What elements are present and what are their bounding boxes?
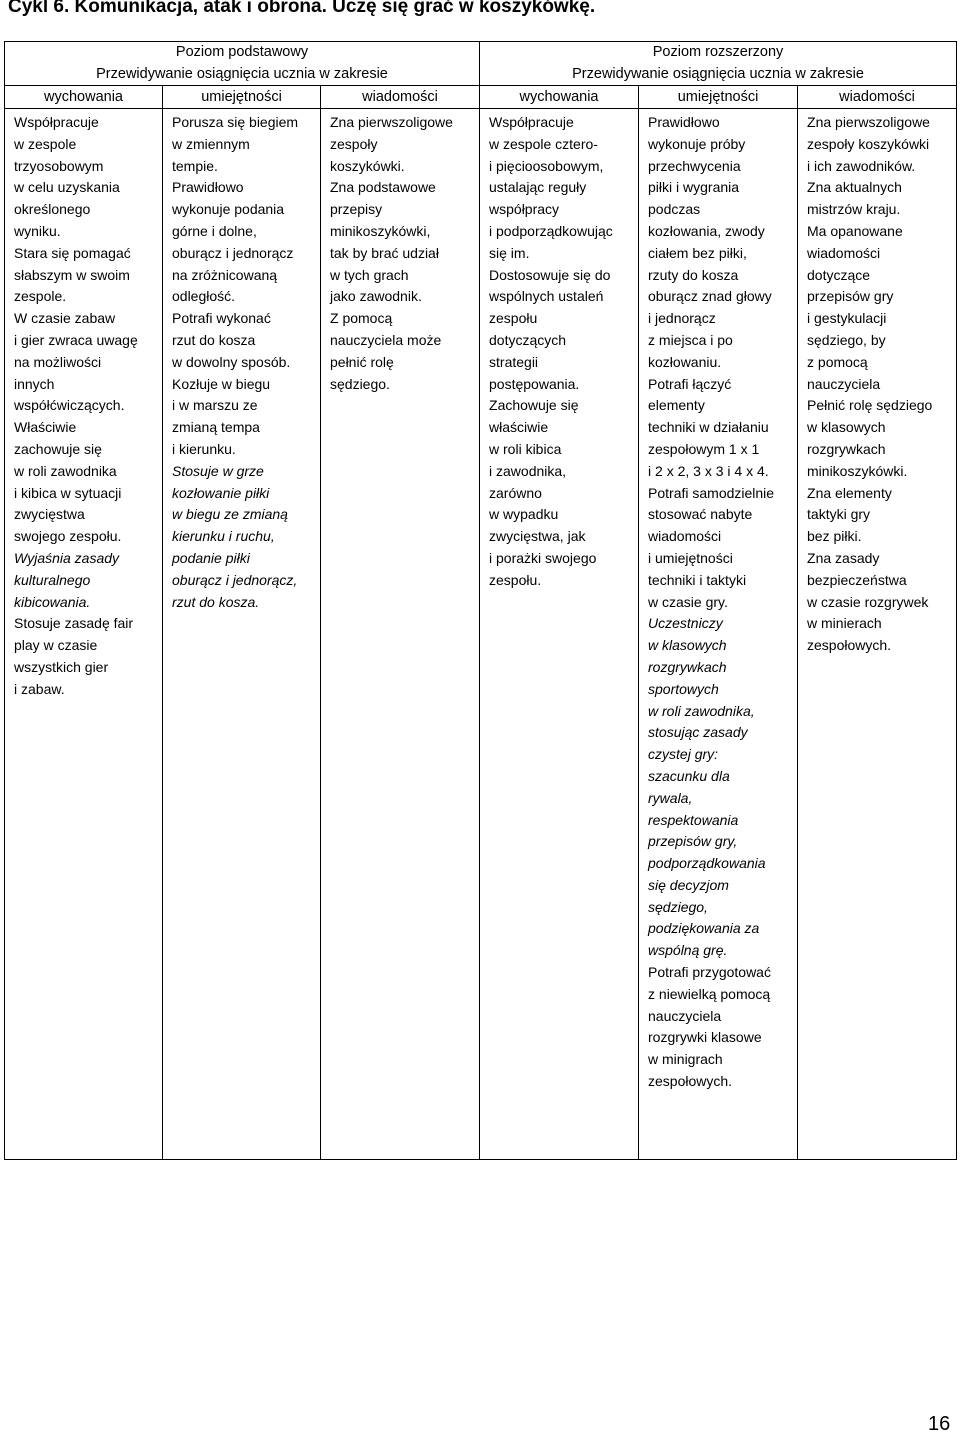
cell-text-line: w wypadku: [489, 506, 559, 523]
cell-text-line: ustalając reguły: [489, 179, 587, 196]
cell-text-line: Wyjaśnia zasady: [14, 549, 120, 566]
cell-text-line: w zespole: [14, 135, 77, 152]
cell-text-line: nauczyciela: [648, 1007, 722, 1024]
cell-text-line: podziękowania za: [648, 920, 760, 937]
extended-education-cell: [480, 109, 639, 1160]
cell-text-line: techniki w działaniu: [648, 419, 769, 436]
cell-text-line: górne i dolne,: [172, 222, 257, 239]
cell-text-line: strategii: [489, 353, 539, 370]
cell-text-line: sędziego,: [648, 898, 708, 915]
cell-text-line: techniki i taktyki: [648, 571, 747, 588]
cell-text-line: się decyzjom: [648, 876, 729, 893]
cell-text-line: współćwiczących.: [14, 397, 125, 414]
cell-text-line: sędziego, by: [807, 331, 886, 348]
cell-text-line: play w czasie: [14, 637, 98, 654]
cell-text-line: przepisów gry: [807, 288, 894, 305]
cell-text-line: kozłowaniu.: [648, 353, 722, 370]
cell-text-line: i w marszu ze: [172, 397, 258, 414]
cell-text-line: Stosuje zasadę fair: [14, 615, 134, 632]
cell-text-line: Kozłuje w biegu: [172, 375, 271, 392]
cell-text-line: Zachowuje się: [489, 397, 579, 414]
cell-text-line: rozgrywkach: [807, 440, 886, 457]
cell-text-line: sędziego.: [330, 375, 390, 392]
cell-text-line: Potrafi samodzielnie: [648, 484, 775, 501]
cell-text-line: stosując zasady: [648, 724, 748, 741]
cell-text-line: i pięcioosobowym,: [489, 157, 604, 174]
cell-text-line: kulturalnego: [14, 571, 91, 588]
cell-text-line: wyniku.: [14, 222, 61, 239]
cell-text-line: Pełnić rolę sędziego: [807, 397, 933, 414]
cell-text-line: kierunku i ruchu,: [172, 528, 275, 545]
cell-text-line: w czasie rozgrywek: [807, 593, 929, 610]
cell-text-line: zespole.: [14, 288, 67, 305]
cell-text-line: w roli zawodnika,: [648, 702, 755, 719]
cell-text-line: kibicowania.: [14, 593, 91, 610]
cell-text-line: w zespole cztero-: [489, 135, 598, 152]
cell-text-line: respektowania: [648, 811, 739, 828]
column-header: umiejętności: [639, 86, 798, 109]
cell-text-line: zespoły koszykówki: [807, 135, 930, 152]
cell-text-line: i kierunku.: [172, 440, 236, 457]
cell-text-line: jako zawodnik.: [330, 288, 422, 305]
cell-text-line: rzuty do kosza: [648, 266, 739, 283]
basic-skills-cell: [163, 109, 321, 1160]
cell-text-line: oburącz i jednorącz,: [172, 571, 298, 588]
cell-text-line: zespołu.: [489, 571, 542, 588]
cell-text-line: postępowania.: [489, 375, 580, 392]
cell-text-line: rzut do kosza.: [172, 593, 260, 610]
cell-text-line: współpracy: [489, 201, 560, 218]
cell-text-line: zespołowym 1 x 1: [648, 440, 760, 457]
cell-text-line: określonego: [14, 201, 91, 218]
cell-text-line: zarówno: [489, 484, 542, 501]
cell-text-line: się im.: [489, 244, 530, 261]
cell-text-line: przepisy: [330, 201, 383, 218]
cell-text-line: ciałem bez piłki,: [648, 244, 747, 261]
cell-text-line: wspólną grę.: [648, 942, 728, 959]
cell-text-line: odległość.: [172, 288, 236, 305]
extended-level-name: Poziom rozszerzony: [652, 44, 784, 60]
extended-knowledge-cell: [798, 109, 957, 1160]
cell-text-line: przepisów gry,: [648, 833, 738, 850]
cell-text-line: wykonuje podania: [172, 201, 285, 218]
cell-text-line: sportowych: [648, 680, 719, 697]
cell-text-line: Współpracuje: [14, 114, 99, 130]
column-header: wychowania: [480, 86, 639, 109]
cell-text-line: przechwycenia: [648, 157, 741, 174]
cell-text-line: i gier zwraca uwagę: [14, 331, 138, 348]
cell-text-line: i 2 x 2, 3 x 3 i 4 x 4.: [648, 462, 769, 479]
cell-text-line: i zawodnika,: [489, 462, 567, 479]
cell-text-line: wspólnych ustaleń: [489, 288, 604, 305]
cell-text-line: wiadomości: [648, 528, 722, 545]
cell-text-line: pełnić rolę: [330, 353, 394, 370]
cell-text-line: i porażki swojego: [489, 549, 597, 566]
cell-text-line: czystej gry:: [648, 746, 719, 763]
cell-text-line: Z pomocą: [330, 310, 393, 327]
cell-text-line: Prawidłowo: [172, 179, 244, 196]
cell-text-line: W czasie zabaw: [14, 310, 116, 327]
cell-text-line: z miejsca i po: [648, 331, 733, 348]
cell-text-line: Właściwie: [14, 419, 77, 436]
extended-skills-cell: [639, 109, 798, 1160]
cell-text-line: kozłowania, zwody: [648, 222, 765, 239]
cell-text-line: w biegu ze zmianą: [172, 506, 288, 523]
cell-text-line: w klasowych: [648, 637, 727, 654]
cell-text-line: zespołowych.: [807, 637, 892, 654]
cell-text-line: kozłowanie piłki: [172, 484, 270, 501]
cell-text-line: szacunku dla: [648, 767, 730, 784]
cell-text-line: podczas: [648, 201, 701, 218]
cell-text-line: w minigrach: [648, 1051, 723, 1068]
cell-text-line: minikoszykówki.: [807, 462, 908, 479]
cell-text-line: rozgrywki klasowe: [648, 1029, 762, 1046]
basic-level-name: Poziom podstawowy: [175, 44, 309, 60]
cell-text-line: Potrafi wykonać: [172, 310, 271, 327]
cell-text-line: w klasowych: [807, 419, 886, 436]
cell-text-line: Potrafi łączyć: [648, 375, 732, 392]
cell-text-line: rzut do kosza: [172, 331, 256, 348]
cell-text-line: i podporządkowując: [489, 222, 613, 239]
cell-text-line: słabszym w swoim: [14, 266, 130, 283]
cell-text-line: bezpieczeństwa: [807, 571, 907, 588]
cell-text-line: właściwie: [489, 419, 549, 436]
cell-text-line: dotyczących: [489, 331, 567, 348]
basic-knowledge-cell: [321, 109, 480, 1160]
cell-text-line: mistrzów kraju.: [807, 201, 901, 218]
cell-text-line: Ma opanowane: [807, 222, 903, 239]
cell-text-line: podporządkowania: [648, 855, 766, 872]
cell-text-line: piłki i wygrania: [648, 179, 740, 196]
cell-text-line: Współpracuje: [489, 114, 574, 130]
cell-text-line: Zna elementy: [807, 484, 892, 501]
cell-text-line: nauczyciela: [807, 375, 881, 392]
cell-text-line: i ich zawodników.: [807, 157, 916, 174]
cell-text-line: Dostosowuje się do: [489, 266, 611, 283]
cell-text-line: stosować nabyte: [648, 506, 753, 523]
cell-text-line: w czasie gry.: [648, 593, 728, 610]
cell-text-line: oburącz znad głowy: [648, 288, 772, 305]
level-header-row: [5, 42, 957, 86]
cell-text-line: Prawidłowo: [648, 114, 720, 130]
cell-text-line: wykonuje próby: [648, 135, 746, 152]
cell-text-line: Zna aktualnych: [807, 179, 902, 196]
cell-text-line: zmianą tempa: [172, 419, 260, 436]
cell-text-line: Potrafi przygotować: [648, 964, 771, 981]
column-header: umiejętności: [163, 86, 321, 109]
extended-level-header: [480, 42, 957, 86]
cell-text-line: i zabaw.: [14, 680, 65, 697]
cell-text-line: tempie.: [172, 157, 218, 174]
cell-text-line: zespoły: [330, 135, 378, 152]
cell-text-line: Porusza się biegiem: [172, 114, 299, 130]
cell-text-line: w minierach: [807, 615, 882, 632]
cell-text-line: elementy: [648, 397, 705, 414]
cell-text-line: innych: [14, 375, 55, 392]
cell-text-line: zwycięstwa, jak: [489, 528, 586, 545]
cell-text-line: Stosuje w grze: [172, 462, 264, 479]
cell-text-line: wiadomości: [807, 244, 881, 261]
cell-text-line: rozgrywkach: [648, 658, 727, 675]
cell-text-line: trzyosobowym: [14, 157, 104, 174]
cell-text-line: dotyczące: [807, 266, 871, 283]
cell-text-line: zachowuje się: [14, 440, 102, 457]
cell-text-line: zespołu: [489, 310, 538, 327]
column-header: wychowania: [5, 86, 163, 109]
cell-text-line: na możliwości: [14, 353, 102, 370]
cell-text-line: i kibica w sytuacji: [14, 484, 122, 501]
cell-text-line: Zna zasady: [807, 549, 880, 566]
cell-text-line: i gestykulacji: [807, 310, 887, 327]
cell-text-line: bez piłki.: [807, 528, 862, 545]
cell-text-line: w roli kibica: [489, 440, 562, 457]
content-row: [5, 109, 957, 1160]
cell-text-line: koszykówki.: [330, 157, 405, 174]
cell-text-line: w tych grach: [330, 266, 409, 283]
cell-text-line: Zna pierwszoligowe: [807, 114, 930, 130]
page-title: Cykl 6. Komunikacja, atak i obrona. Uczę się grać w koszykówkę.: [8, 0, 596, 17]
column-header-row: [5, 86, 957, 109]
cell-text-line: Zna pierwszoligowe: [330, 114, 453, 130]
basic-level-header: [5, 42, 480, 86]
curriculum-table: [4, 41, 957, 1160]
basic-level-subtitle: Przewidywanie osiągnięcia ucznia w zakresie: [96, 65, 388, 82]
cell-text-line: swojego zespołu.: [14, 528, 122, 545]
cell-text-line: w zmiennym: [172, 135, 250, 152]
cell-text-line: Stara się pomagać: [14, 244, 131, 261]
cell-text-line: Zna podstawowe: [330, 179, 436, 196]
cell-text-line: z niewielką pomocą: [648, 985, 771, 1002]
cell-text-line: zwycięstwa: [14, 506, 85, 523]
cell-text-line: podanie piłki: [172, 549, 250, 566]
cell-text-line: taktyki gry: [807, 506, 871, 523]
cell-text-line: na zróżnicowaną: [172, 266, 278, 283]
cell-text-line: tak by brać udział: [330, 244, 439, 261]
page-number: 16: [928, 1413, 951, 1435]
column-header: wiadomości: [321, 86, 480, 109]
cell-text-line: z pomocą: [807, 353, 868, 370]
cell-text-line: oburącz i jednorącz: [172, 244, 294, 261]
cell-text-line: i jednorącz: [648, 310, 716, 327]
cell-text-line: w celu uzyskania: [14, 179, 120, 196]
cell-text-line: Uczestniczy: [648, 615, 723, 632]
cell-text-line: nauczyciela może: [330, 331, 442, 348]
cell-text-line: w roli zawodnika: [14, 462, 117, 479]
basic-education-cell: [5, 109, 163, 1160]
extended-level-subtitle: Przewidywanie osiągnięcia ucznia w zakresie: [572, 65, 864, 82]
column-header: wiadomości: [798, 86, 957, 109]
cell-text-line: wszystkich gier: [14, 658, 109, 675]
cell-text-line: i umiejętności: [648, 549, 733, 566]
cell-text-line: zespołowych.: [648, 1073, 733, 1090]
cell-text-line: rywala,: [648, 789, 693, 806]
cell-text-line: minikoszykówki,: [330, 222, 431, 239]
cell-text-line: w dowolny sposób.: [172, 353, 291, 370]
